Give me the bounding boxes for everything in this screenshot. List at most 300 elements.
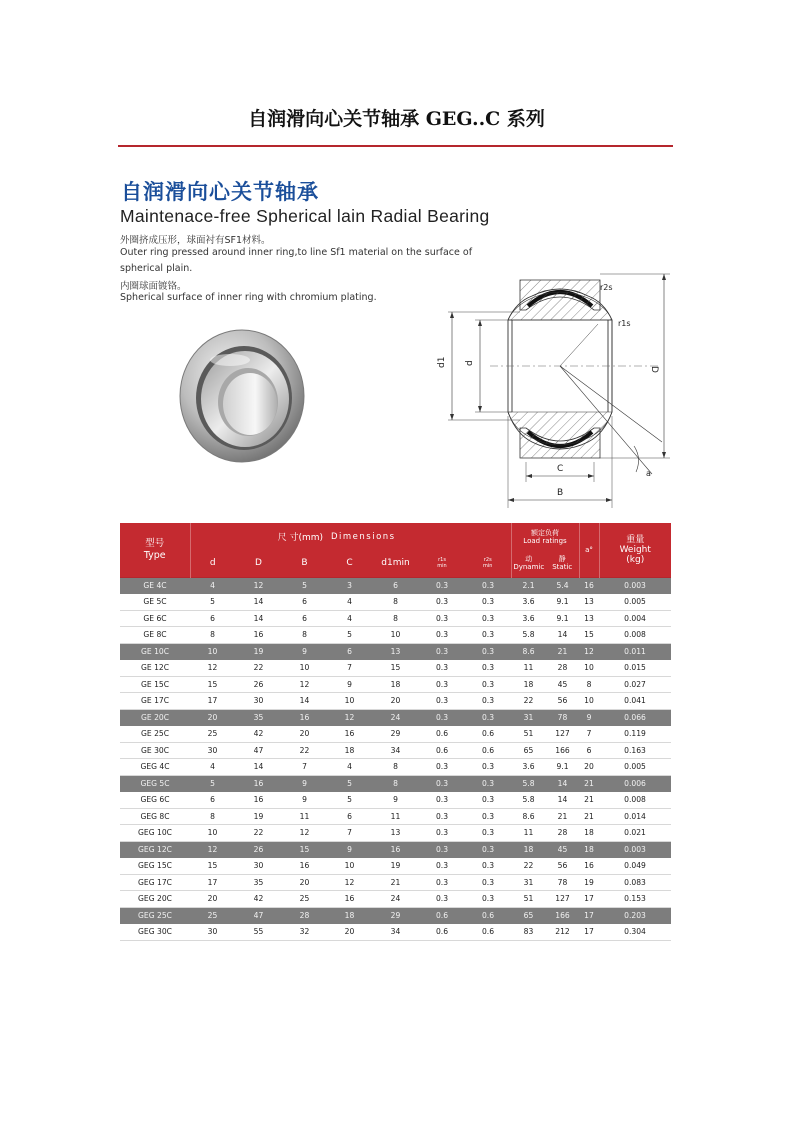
cell-D: 47 [235, 907, 282, 924]
col-dynamic-header: 动 Dynamic [511, 550, 546, 577]
cell-d1: 29 [372, 907, 419, 924]
cell-dyn: 18 [511, 676, 546, 693]
cell-r2s: 0.6 [465, 742, 511, 759]
cell-r2s: 0.3 [465, 841, 511, 858]
cell-D: 55 [235, 924, 282, 941]
cell-r2s: 0.3 [465, 808, 511, 825]
cell-d: 15 [190, 858, 235, 875]
cell-sta: 14 [546, 775, 579, 792]
cell-d: 25 [190, 726, 235, 743]
cell-d1: 24 [372, 709, 419, 726]
table-row [120, 775, 671, 792]
cell-D: 14 [235, 759, 282, 776]
cell-B: 7 [282, 759, 327, 776]
cell-a: 21 [579, 792, 599, 809]
cell-a: 10 [579, 693, 599, 710]
cell-dyn: 2.1 [511, 577, 546, 594]
cell-C: 18 [327, 742, 372, 759]
table-row [120, 709, 671, 726]
cell-D: 42 [235, 891, 282, 908]
label-r1s: r1s [618, 319, 631, 328]
cell-r1s: 0.6 [419, 924, 465, 941]
table-row [120, 660, 671, 677]
cell-C: 4 [327, 610, 372, 627]
label-C: C [557, 464, 564, 474]
cell-C: 5 [327, 627, 372, 644]
cell-r1s: 0.3 [419, 660, 465, 677]
load-ratings-header: 额定负荷 Load ratings [511, 523, 579, 550]
cell-d1: 16 [372, 841, 419, 858]
table-row [120, 676, 671, 693]
cell-d: 4 [190, 759, 235, 776]
table-row [120, 874, 671, 891]
cell-D: 19 [235, 643, 282, 660]
cell-D: 22 [235, 825, 282, 842]
cell-C: 5 [327, 775, 372, 792]
cell-type: GE 15C [120, 676, 190, 693]
cell-sta: 45 [546, 841, 579, 858]
cell-type: GEG 15C [120, 858, 190, 875]
alpha-header: a° [579, 523, 599, 577]
cell-r1s: 0.3 [419, 775, 465, 792]
cell-w: 0.049 [599, 858, 671, 875]
cell-B: 6 [282, 594, 327, 611]
col-r1s-header: r1s min [419, 550, 465, 577]
cell-r1s: 0.3 [419, 594, 465, 611]
cell-w: 0.304 [599, 924, 671, 941]
cell-w: 0.153 [599, 891, 671, 908]
cell-w: 0.003 [599, 577, 671, 594]
cell-w: 0.003 [599, 841, 671, 858]
cell-C: 6 [327, 643, 372, 660]
cell-w: 0.006 [599, 775, 671, 792]
cell-type: GE 6C [120, 610, 190, 627]
cell-type: GEG 5C [120, 775, 190, 792]
cell-C: 12 [327, 874, 372, 891]
table-row [120, 742, 671, 759]
cell-d: 8 [190, 808, 235, 825]
cell-C: 12 [327, 709, 372, 726]
cell-sta: 212 [546, 924, 579, 941]
cell-a: 16 [579, 858, 599, 875]
cell-type: GE 25C [120, 726, 190, 743]
cell-D: 12 [235, 577, 282, 594]
cell-B: 5 [282, 577, 327, 594]
cell-dyn: 11 [511, 825, 546, 842]
cell-a: 17 [579, 924, 599, 941]
cell-B: 9 [282, 643, 327, 660]
cell-d: 17 [190, 874, 235, 891]
title-divider [118, 145, 673, 147]
table-row [120, 594, 671, 611]
cell-d: 25 [190, 907, 235, 924]
cell-B: 32 [282, 924, 327, 941]
cell-r1s: 0.3 [419, 841, 465, 858]
cell-sta: 21 [546, 808, 579, 825]
cell-B: 11 [282, 808, 327, 825]
cell-B: 20 [282, 874, 327, 891]
cell-a: 8 [579, 676, 599, 693]
cell-dyn: 51 [511, 726, 546, 743]
cell-C: 4 [327, 759, 372, 776]
cell-type: GEG 17C [120, 874, 190, 891]
weight-header: 重量 Weight (kg) [599, 523, 671, 577]
cell-r1s: 0.3 [419, 792, 465, 809]
label-r2s: r2s [600, 283, 613, 292]
cell-d1: 8 [372, 775, 419, 792]
cell-a: 12 [579, 643, 599, 660]
label-D: D [649, 366, 659, 373]
cell-B: 6 [282, 610, 327, 627]
cell-d1: 8 [372, 759, 419, 776]
cell-B: 16 [282, 709, 327, 726]
product-heading-en: Maintenace-free Spherical lain Radial Bearing [120, 206, 490, 226]
cell-sta: 78 [546, 709, 579, 726]
cell-dyn: 31 [511, 709, 546, 726]
cell-type: GE 17C [120, 693, 190, 710]
cell-r2s: 0.3 [465, 891, 511, 908]
cell-dyn: 22 [511, 693, 546, 710]
cell-a: 10 [579, 660, 599, 677]
cell-w: 0.021 [599, 825, 671, 842]
cell-D: 16 [235, 775, 282, 792]
col-d1-header: d1min [372, 550, 419, 577]
table-row [120, 759, 671, 776]
cell-r1s: 0.3 [419, 577, 465, 594]
cell-B: 9 [282, 775, 327, 792]
cell-dyn: 8.6 [511, 643, 546, 660]
cell-d: 12 [190, 660, 235, 677]
cell-sta: 9.1 [546, 610, 579, 627]
cell-sta: 56 [546, 693, 579, 710]
cell-r2s: 0.3 [465, 610, 511, 627]
table-row [120, 627, 671, 644]
cell-B: 16 [282, 858, 327, 875]
cell-sta: 9.1 [546, 594, 579, 611]
cell-d1: 18 [372, 676, 419, 693]
cell-D: 35 [235, 709, 282, 726]
cell-dyn: 65 [511, 907, 546, 924]
table-row [120, 841, 671, 858]
cell-a: 6 [579, 742, 599, 759]
cell-dyn: 11 [511, 660, 546, 677]
cell-type: GEG 10C [120, 825, 190, 842]
table-row [120, 858, 671, 875]
cell-dyn: 5.8 [511, 627, 546, 644]
cell-C: 3 [327, 577, 372, 594]
cell-type: GE 20C [120, 709, 190, 726]
cell-d: 30 [190, 924, 235, 941]
cell-C: 16 [327, 726, 372, 743]
description-line: Spherical surface of inner ring with chromium plating. [120, 292, 377, 303]
cell-a: 19 [579, 874, 599, 891]
cell-C: 6 [327, 808, 372, 825]
cell-D: 42 [235, 726, 282, 743]
cell-d1: 34 [372, 924, 419, 941]
cell-C: 7 [327, 825, 372, 842]
cell-B: 9 [282, 792, 327, 809]
cell-r2s: 0.3 [465, 858, 511, 875]
cell-r2s: 0.3 [465, 792, 511, 809]
cell-r1s: 0.3 [419, 643, 465, 660]
cell-w: 0.004 [599, 610, 671, 627]
cell-r1s: 0.3 [419, 676, 465, 693]
label-B: B [557, 488, 564, 498]
col-D-header: D [235, 550, 282, 577]
cell-sta: 28 [546, 660, 579, 677]
cell-D: 30 [235, 858, 282, 875]
cell-sta: 78 [546, 874, 579, 891]
table-row [120, 825, 671, 842]
cell-sta: 45 [546, 676, 579, 693]
cell-d1: 8 [372, 610, 419, 627]
table-row [120, 643, 671, 660]
col-static-header: 静 Static [546, 550, 579, 577]
cell-d: 5 [190, 775, 235, 792]
cell-C: 9 [327, 841, 372, 858]
cell-B: 25 [282, 891, 327, 908]
table-row [120, 808, 671, 825]
dimensions-header-zh: 尺 寸(mm) [190, 523, 327, 550]
cell-dyn: 31 [511, 874, 546, 891]
cell-d1: 19 [372, 858, 419, 875]
label-a: a [646, 469, 651, 478]
cell-B: 8 [282, 627, 327, 644]
type-header: 型号 Type [120, 523, 190, 577]
cell-a: 16 [579, 577, 599, 594]
cell-w: 0.011 [599, 643, 671, 660]
cell-r1s: 0.3 [419, 610, 465, 627]
cell-r2s: 0.3 [465, 874, 511, 891]
cell-sta: 127 [546, 891, 579, 908]
cell-r2s: 0.3 [465, 676, 511, 693]
cell-dyn: 65 [511, 742, 546, 759]
cell-d1: 13 [372, 825, 419, 842]
cell-C: 5 [327, 792, 372, 809]
cell-d: 8 [190, 627, 235, 644]
cell-a: 20 [579, 759, 599, 776]
cell-r1s: 0.3 [419, 874, 465, 891]
cell-r2s: 0.3 [465, 643, 511, 660]
cell-C: 10 [327, 693, 372, 710]
cell-B: 28 [282, 907, 327, 924]
document-title: 自润滑向心关节轴承 GEG..C 系列 [248, 108, 545, 130]
table-row [120, 610, 671, 627]
cell-w: 0.005 [599, 759, 671, 776]
cell-type: GE 4C [120, 577, 190, 594]
cell-sta: 127 [546, 726, 579, 743]
cell-r2s: 0.3 [465, 759, 511, 776]
cell-B: 10 [282, 660, 327, 677]
cell-r2s: 0.3 [465, 660, 511, 677]
cell-B: 20 [282, 726, 327, 743]
cell-sta: 5.4 [546, 577, 579, 594]
bearing-photo [170, 320, 310, 470]
cell-C: 4 [327, 594, 372, 611]
cell-type: GEG 6C [120, 792, 190, 809]
cell-B: 14 [282, 693, 327, 710]
cell-a: 13 [579, 610, 599, 627]
cell-C: 10 [327, 858, 372, 875]
cell-type: GE 30C [120, 742, 190, 759]
col-B-header: B [282, 550, 327, 577]
cell-dyn: 83 [511, 924, 546, 941]
cell-sta: 28 [546, 825, 579, 842]
cell-d: 10 [190, 825, 235, 842]
cell-w: 0.027 [599, 676, 671, 693]
description-line: spherical plain. [120, 263, 193, 274]
table-row [120, 693, 671, 710]
cell-B: 15 [282, 841, 327, 858]
cell-sta: 166 [546, 907, 579, 924]
cell-D: 26 [235, 841, 282, 858]
cell-d1: 20 [372, 693, 419, 710]
cell-w: 0.005 [599, 594, 671, 611]
cell-r2s: 0.3 [465, 825, 511, 842]
cell-d: 10 [190, 643, 235, 660]
description-line: 内圈球面镀铬。 [120, 281, 187, 292]
cell-sta: 166 [546, 742, 579, 759]
cell-dyn: 3.6 [511, 594, 546, 611]
cell-d: 17 [190, 693, 235, 710]
spec-table-body [120, 577, 671, 940]
cell-r1s: 0.3 [419, 825, 465, 842]
cell-w: 0.008 [599, 792, 671, 809]
cell-C: 16 [327, 891, 372, 908]
cell-r1s: 0.6 [419, 726, 465, 743]
cell-d: 4 [190, 577, 235, 594]
cell-r1s: 0.3 [419, 858, 465, 875]
cell-r1s: 0.3 [419, 891, 465, 908]
cell-D: 19 [235, 808, 282, 825]
cell-d: 6 [190, 610, 235, 627]
cell-d1: 15 [372, 660, 419, 677]
cell-type: GE 8C [120, 627, 190, 644]
cell-dyn: 3.6 [511, 610, 546, 627]
cell-d1: 9 [372, 792, 419, 809]
cell-r2s: 0.3 [465, 709, 511, 726]
cell-type: GEG 25C [120, 907, 190, 924]
cell-d: 12 [190, 841, 235, 858]
cell-C: 20 [327, 924, 372, 941]
cell-a: 18 [579, 825, 599, 842]
cell-type: GEG 30C [120, 924, 190, 941]
col-d-header: d [190, 550, 235, 577]
bearing-spec-table [120, 523, 671, 941]
table-row [120, 907, 671, 924]
cell-D: 35 [235, 874, 282, 891]
cell-d1: 13 [372, 643, 419, 660]
cell-type: GE 12C [120, 660, 190, 677]
cell-r2s: 0.3 [465, 775, 511, 792]
cell-a: 9 [579, 709, 599, 726]
cell-type: GE 5C [120, 594, 190, 611]
cell-a: 21 [579, 775, 599, 792]
cell-sta: 56 [546, 858, 579, 875]
cell-dyn: 8.6 [511, 808, 546, 825]
cell-type: GEG 20C [120, 891, 190, 908]
col-C-header: C [327, 550, 372, 577]
cell-r2s: 0.6 [465, 726, 511, 743]
cell-r1s: 0.3 [419, 693, 465, 710]
cell-dyn: 51 [511, 891, 546, 908]
cell-C: 18 [327, 907, 372, 924]
cell-a: 15 [579, 627, 599, 644]
label-d1: d1 [437, 356, 447, 368]
cell-w: 0.015 [599, 660, 671, 677]
cell-dyn: 5.8 [511, 775, 546, 792]
cell-r2s: 0.6 [465, 907, 511, 924]
cell-D: 47 [235, 742, 282, 759]
cell-type: GEG 4C [120, 759, 190, 776]
cell-C: 9 [327, 676, 372, 693]
cell-w: 0.041 [599, 693, 671, 710]
cell-d1: 21 [372, 874, 419, 891]
cell-type: GEG 12C [120, 841, 190, 858]
cell-r2s: 0.3 [465, 627, 511, 644]
cell-w: 0.163 [599, 742, 671, 759]
table-row [120, 792, 671, 809]
cell-w: 0.008 [599, 627, 671, 644]
cell-D: 16 [235, 792, 282, 809]
cell-d: 30 [190, 742, 235, 759]
bearing-cross-section-drawing [420, 262, 672, 510]
cell-D: 22 [235, 660, 282, 677]
cell-sta: 9.1 [546, 759, 579, 776]
cell-r2s: 0.3 [465, 594, 511, 611]
cell-D: 30 [235, 693, 282, 710]
cell-B: 22 [282, 742, 327, 759]
cell-type: GEG 8C [120, 808, 190, 825]
cell-d: 15 [190, 676, 235, 693]
cell-D: 14 [235, 610, 282, 627]
cell-r1s: 0.3 [419, 808, 465, 825]
cell-d1: 34 [372, 742, 419, 759]
cell-r1s: 0.3 [419, 709, 465, 726]
cell-type: GE 10C [120, 643, 190, 660]
cell-dyn: 18 [511, 841, 546, 858]
cell-sta: 21 [546, 643, 579, 660]
cell-d: 6 [190, 792, 235, 809]
table-row [120, 924, 671, 941]
description-line: 外圈挤成压形，球面衬有SF1材料。 [120, 235, 271, 246]
cell-a: 18 [579, 841, 599, 858]
cell-d1: 6 [372, 577, 419, 594]
cell-r2s: 0.3 [465, 577, 511, 594]
cell-a: 21 [579, 808, 599, 825]
cell-r1s: 0.6 [419, 742, 465, 759]
cell-D: 16 [235, 627, 282, 644]
cell-r1s: 0.6 [419, 907, 465, 924]
cell-dyn: 3.6 [511, 759, 546, 776]
cell-r1s: 0.3 [419, 627, 465, 644]
cell-w: 0.066 [599, 709, 671, 726]
table-row [120, 891, 671, 908]
cell-d1: 8 [372, 594, 419, 611]
cell-w: 0.014 [599, 808, 671, 825]
cell-a: 17 [579, 891, 599, 908]
dimensions-header-en: Dimensions [327, 523, 465, 550]
cell-a: 17 [579, 907, 599, 924]
cell-a: 7 [579, 726, 599, 743]
cell-D: 26 [235, 676, 282, 693]
cell-a: 13 [579, 594, 599, 611]
table-row [120, 577, 671, 594]
cell-d: 20 [190, 891, 235, 908]
cell-B: 12 [282, 676, 327, 693]
cell-w: 0.203 [599, 907, 671, 924]
cell-w: 0.083 [599, 874, 671, 891]
